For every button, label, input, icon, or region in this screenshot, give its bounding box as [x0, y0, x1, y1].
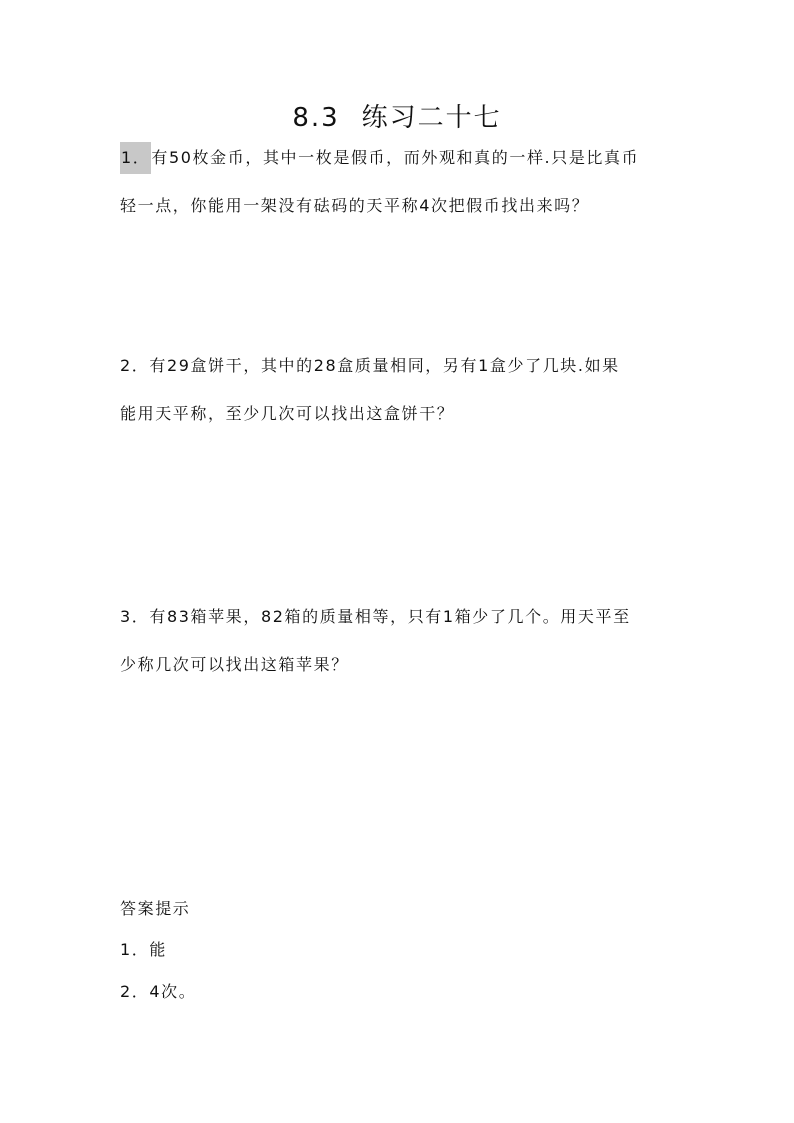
answer-item-1: 1．能: [120, 940, 167, 959]
question-2-number: 2．: [120, 356, 150, 375]
question-3: [120, 601, 690, 697]
question-3-line-2: 少称几次可以找出这箱苹果？: [120, 655, 349, 674]
question-2-line-1: [120, 350, 690, 398]
question-3-text-1: 有83箱苹果，82箱的质量相等，只有1箱少了几个。用天平至: [149, 607, 631, 626]
question-3-number: 3．: [120, 607, 150, 626]
question-1-number: 1．: [120, 142, 151, 174]
question-1-line-2: 轻一点，你能用一架没有砝码的天平称4次把假币找出来吗？: [120, 196, 590, 215]
answer-heading: 答案提示: [120, 899, 191, 918]
question-1: [120, 142, 690, 238]
question-2: [120, 350, 690, 446]
answer-item-2: 2．4次。: [120, 982, 197, 1001]
question-3-line-1: [120, 601, 690, 649]
section-title: 练习二十七: [361, 103, 502, 133]
page-title: [0, 100, 794, 136]
question-2-line-2: 能用天平称，至少几次可以找出这盒饼干？: [120, 404, 455, 423]
question-2-text-1: 有29盒饼干，其中的28盒质量相同，另有1盒少了几块.如果: [149, 356, 620, 375]
question-1-text-1: 有50枚金币，其中一枚是假币，而外观和真的一样.只是比真币: [151, 148, 640, 167]
section-number: 8.3: [292, 103, 340, 133]
question-1-line-1: [120, 142, 690, 190]
